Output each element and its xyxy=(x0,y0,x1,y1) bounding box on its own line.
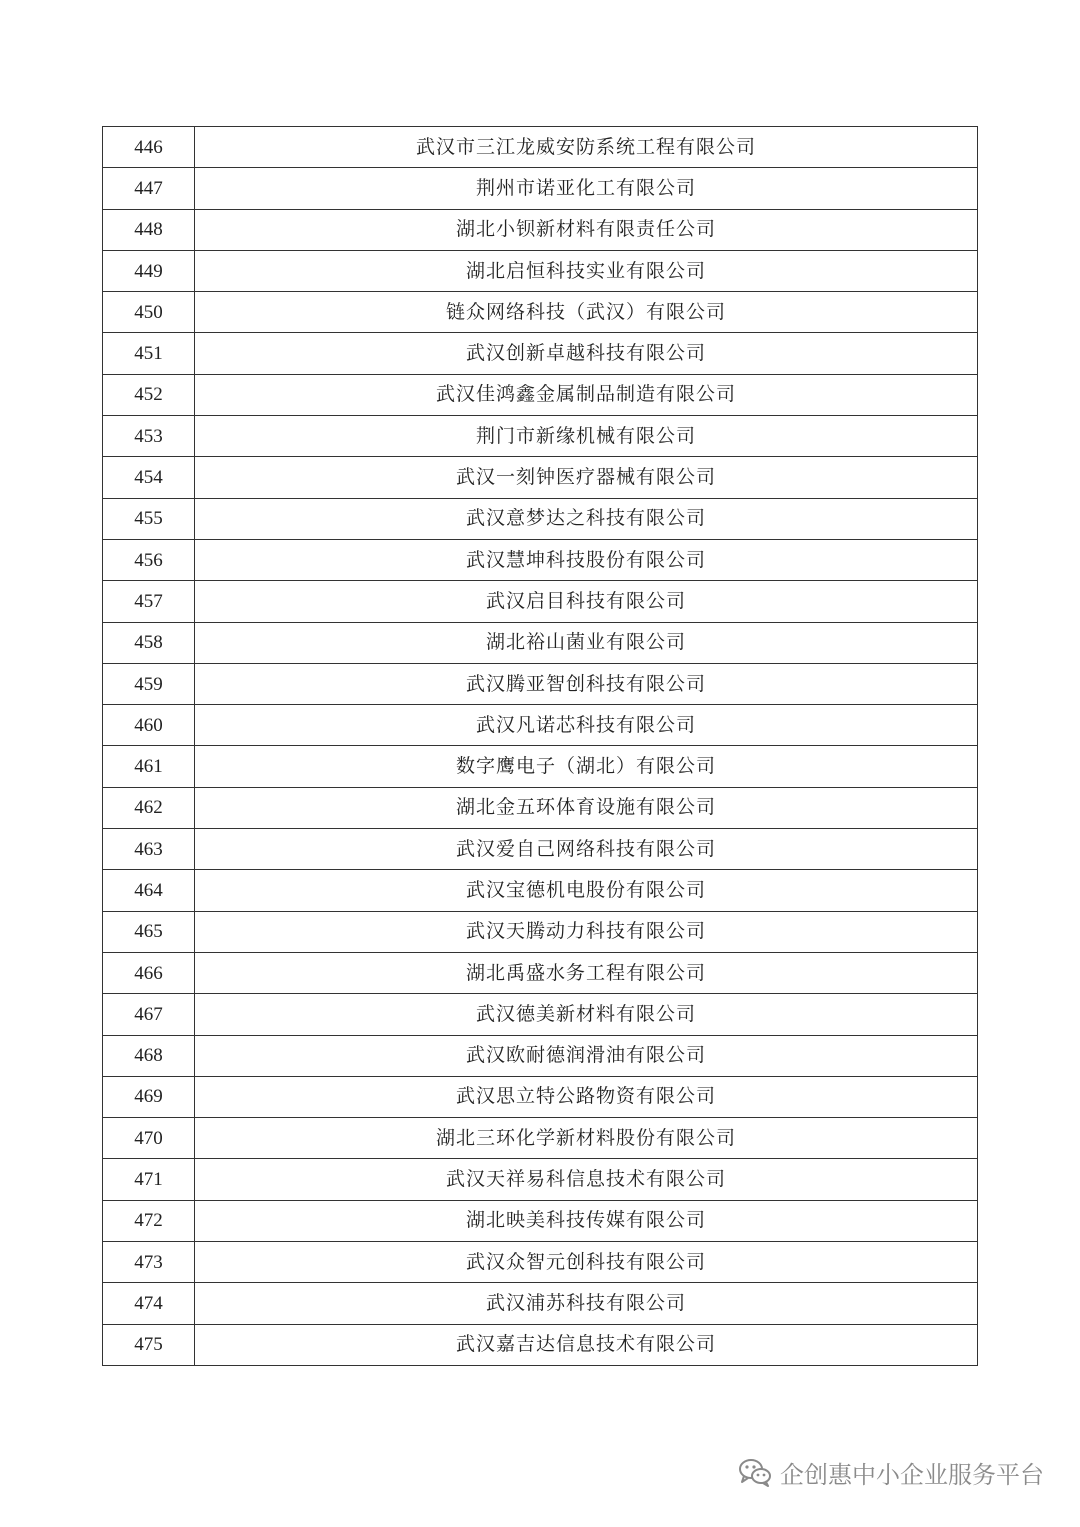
table-row xyxy=(103,333,978,374)
company-name: 武汉欧耐德润滑油有限公司 xyxy=(195,1035,978,1076)
company-name: 武汉思立特公路物资有限公司 xyxy=(195,1076,978,1117)
row-number: 472 xyxy=(103,1200,195,1241)
row-number: 451 xyxy=(103,333,195,374)
row-number: 448 xyxy=(103,209,195,250)
company-name: 武汉启目科技有限公司 xyxy=(195,581,978,622)
row-number: 446 xyxy=(103,127,195,168)
table-row xyxy=(103,787,978,828)
company-name: 数字鹰电子（湖北）有限公司 xyxy=(195,746,978,787)
table-row xyxy=(103,1076,978,1117)
company-name: 武汉市三江龙威安防系统工程有限公司 xyxy=(195,127,978,168)
table-row xyxy=(103,994,978,1035)
company-name: 武汉腾亚智创科技有限公司 xyxy=(195,663,978,704)
company-name: 武汉凡诺芯科技有限公司 xyxy=(195,705,978,746)
table-row xyxy=(103,746,978,787)
company-list-table xyxy=(102,126,978,1366)
table-row xyxy=(103,622,978,663)
company-name: 湖北三环化学新材料股份有限公司 xyxy=(195,1118,978,1159)
row-number: 470 xyxy=(103,1118,195,1159)
row-number: 461 xyxy=(103,746,195,787)
table-row xyxy=(103,1159,978,1200)
company-name: 武汉浦苏科技有限公司 xyxy=(195,1283,978,1324)
row-number: 455 xyxy=(103,498,195,539)
table-row xyxy=(103,870,978,911)
company-name: 荆门市新缘机械有限公司 xyxy=(195,416,978,457)
row-number: 452 xyxy=(103,374,195,415)
row-number: 457 xyxy=(103,581,195,622)
table-row xyxy=(103,250,978,291)
table-row xyxy=(103,911,978,952)
company-name: 链众网络科技（武汉）有限公司 xyxy=(195,292,978,333)
row-number: 467 xyxy=(103,994,195,1035)
company-name: 武汉天祥易科信息技术有限公司 xyxy=(195,1159,978,1200)
row-number: 456 xyxy=(103,539,195,580)
table-row xyxy=(103,498,978,539)
row-number: 466 xyxy=(103,952,195,993)
row-number: 454 xyxy=(103,457,195,498)
table-row xyxy=(103,374,978,415)
company-name: 湖北映美科技传媒有限公司 xyxy=(195,1200,978,1241)
row-number: 474 xyxy=(103,1283,195,1324)
company-name: 武汉创新卓越科技有限公司 xyxy=(195,333,978,374)
table-row xyxy=(103,581,978,622)
table-row xyxy=(103,705,978,746)
company-name: 武汉佳鸿鑫金属制品制造有限公司 xyxy=(195,374,978,415)
table-row xyxy=(103,663,978,704)
company-name: 湖北小钡新材料有限责任公司 xyxy=(195,209,978,250)
company-name: 武汉慧坤科技股份有限公司 xyxy=(195,539,978,580)
row-number: 449 xyxy=(103,250,195,291)
row-number: 462 xyxy=(103,787,195,828)
row-number: 459 xyxy=(103,663,195,704)
table-row xyxy=(103,539,978,580)
row-number: 468 xyxy=(103,1035,195,1076)
company-name: 湖北金五环体育设施有限公司 xyxy=(195,787,978,828)
company-name: 武汉爱自己网络科技有限公司 xyxy=(195,829,978,870)
row-number: 469 xyxy=(103,1076,195,1117)
row-number: 473 xyxy=(103,1242,195,1283)
row-number: 465 xyxy=(103,911,195,952)
row-number: 460 xyxy=(103,705,195,746)
company-name: 武汉嘉吉达信息技术有限公司 xyxy=(195,1324,978,1365)
table-row xyxy=(103,209,978,250)
company-name: 武汉一刻钟医疗器械有限公司 xyxy=(195,457,978,498)
company-name: 武汉德美新材料有限公司 xyxy=(195,994,978,1035)
row-number: 464 xyxy=(103,870,195,911)
table-row xyxy=(103,457,978,498)
row-number: 453 xyxy=(103,416,195,457)
row-number: 463 xyxy=(103,829,195,870)
row-number: 458 xyxy=(103,622,195,663)
watermark-text: 企创惠中小企业服务平台 xyxy=(780,1460,1044,1489)
table-row xyxy=(103,1118,978,1159)
table-row xyxy=(103,1035,978,1076)
row-number: 471 xyxy=(103,1159,195,1200)
company-name: 湖北禹盛水务工程有限公司 xyxy=(195,952,978,993)
table-row xyxy=(103,416,978,457)
wechat-icon xyxy=(738,1457,772,1487)
table-row xyxy=(103,168,978,209)
company-name: 武汉众智元创科技有限公司 xyxy=(195,1242,978,1283)
table-row xyxy=(103,1242,978,1283)
company-name: 湖北启恒科技实业有限公司 xyxy=(195,250,978,291)
table-row xyxy=(103,1200,978,1241)
watermark xyxy=(738,1452,1044,1492)
table-row xyxy=(103,127,978,168)
row-number: 475 xyxy=(103,1324,195,1365)
row-number: 447 xyxy=(103,168,195,209)
table-row xyxy=(103,1283,978,1324)
company-name: 武汉天腾动力科技有限公司 xyxy=(195,911,978,952)
table-row xyxy=(103,292,978,333)
table-row xyxy=(103,952,978,993)
table-row xyxy=(103,1324,978,1365)
row-number: 450 xyxy=(103,292,195,333)
table-row xyxy=(103,829,978,870)
company-name: 武汉宝德机电股份有限公司 xyxy=(195,870,978,911)
company-name: 武汉意梦达之科技有限公司 xyxy=(195,498,978,539)
company-name: 湖北裕山菌业有限公司 xyxy=(195,622,978,663)
company-name: 荆州市诺亚化工有限公司 xyxy=(195,168,978,209)
